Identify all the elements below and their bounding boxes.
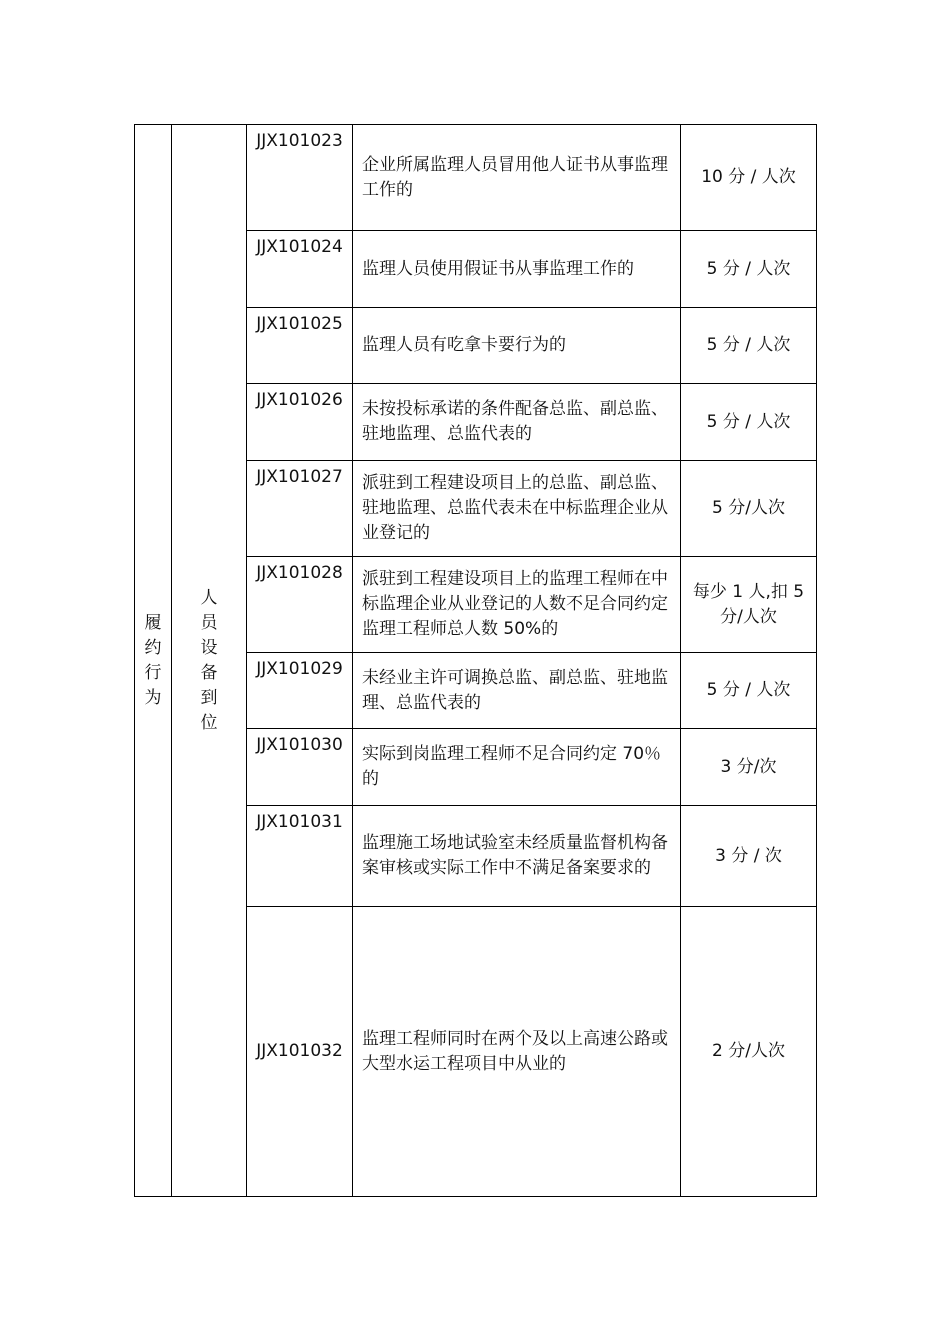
row-code: JJX101023 [247, 125, 353, 231]
category-level1-label: 履约行为 [144, 612, 162, 708]
row-score: 3 分/次 [681, 729, 817, 806]
row-code: JJX101026 [247, 384, 353, 461]
row-code: JJX101029 [247, 653, 353, 729]
row-description: 监理人员使用假证书从事监理工作的 [353, 231, 681, 308]
row-score: 3 分 / 次 [681, 806, 817, 907]
penalty-score-table [134, 124, 817, 1197]
row-code: JJX101025 [247, 308, 353, 384]
table-row [135, 125, 817, 231]
category-level2-cell [172, 125, 247, 1197]
category-level2-label: 人员设备到位 [200, 587, 218, 733]
row-score: 5 分 / 人次 [681, 384, 817, 461]
row-code: JJX101031 [247, 806, 353, 907]
row-description: 未经业主许可调换总监、副总监、驻地监理、总监代表的 [353, 653, 681, 729]
row-description: 未按投标承诺的条件配备总监、副总监、驻地监理、总监代表的 [353, 384, 681, 461]
row-description: 实际到岗监理工程师不足合同约定 70％的 [353, 729, 681, 806]
row-code: JJX101028 [247, 557, 353, 653]
row-score: 5 分 / 人次 [681, 308, 817, 384]
row-score: 5 分 / 人次 [681, 231, 817, 308]
row-code: JJX101027 [247, 461, 353, 557]
category-level1-cell [135, 125, 172, 1197]
row-score: 5 分/人次 [681, 461, 817, 557]
row-description: 监理施工场地试验室未经质量监督机构备案审核或实际工作中不满足备案要求的 [353, 806, 681, 907]
row-description: 监理人员有吃拿卡要行为的 [353, 308, 681, 384]
row-description: 监理工程师同时在两个及以上高速公路或大型水运工程项目中从业的 [353, 907, 681, 1197]
row-score: 5 分 / 人次 [681, 653, 817, 729]
row-code: JJX101032 [247, 907, 353, 1197]
row-description: 派驻到工程建设项目上的总监、副总监、驻地监理、总监代表未在中标监理企业从业登记的 [353, 461, 681, 557]
row-description: 企业所属监理人员冒用他人证书从事监理工作的 [353, 125, 681, 231]
row-code: JJX101024 [247, 231, 353, 308]
row-description: 派驻到工程建设项目上的监理工程师在中标监理企业从业登记的人数不足合同约定监理工程师总人数 50%的 [353, 557, 681, 653]
row-score: 2 分/人次 [681, 907, 817, 1197]
row-score: 10 分 / 人次 [681, 125, 817, 231]
row-score: 每少 1 人,扣 5 分/人次 [681, 557, 817, 653]
row-code: JJX101030 [247, 729, 353, 806]
